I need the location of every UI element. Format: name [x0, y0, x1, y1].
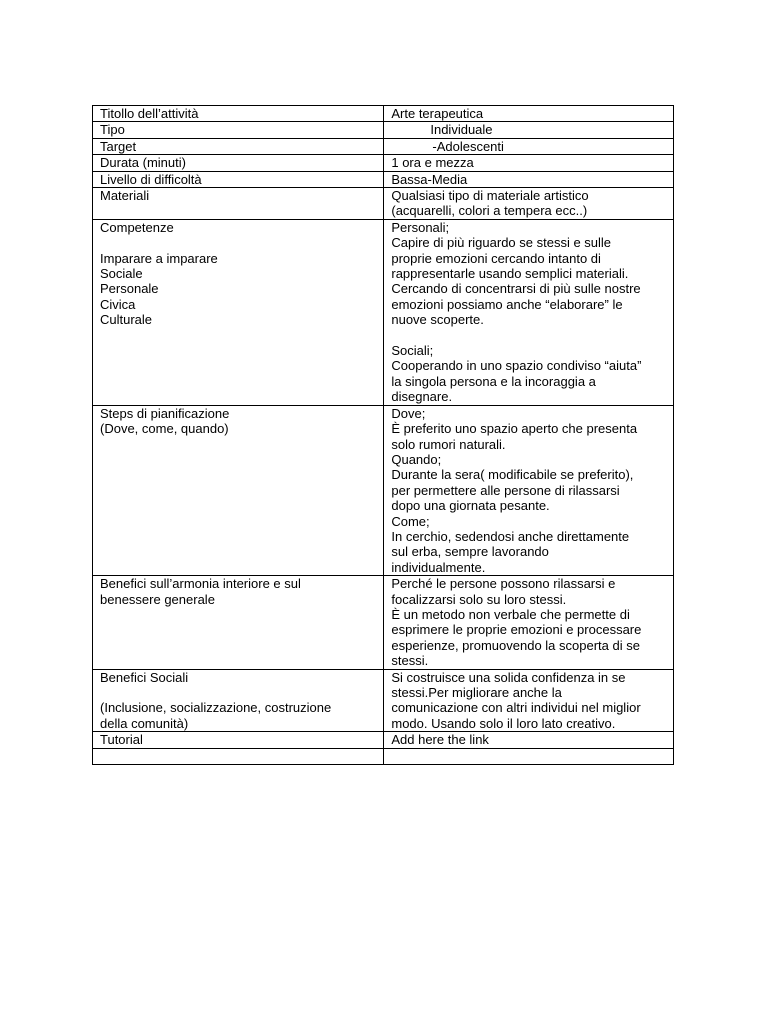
field-label-cell	[93, 576, 384, 669]
field-label: Competenze	[100, 219, 174, 235]
field-value: Quando;	[391, 451, 442, 467]
table-row	[93, 122, 674, 138]
field-value: È un metodo non verbale che permette di	[391, 606, 630, 622]
field-value: rappresentarle usando semplici materiali.	[391, 266, 629, 282]
field-label: Civica	[100, 296, 136, 312]
field-value: Qualsiasi tipo di materiale artistico	[391, 188, 589, 204]
field-value: individualmente.	[391, 559, 486, 575]
field-value-cell	[384, 122, 674, 138]
field-value: Perché le persone possono rilassarsi e	[391, 576, 616, 592]
field-value: Dove;	[391, 405, 426, 421]
field-value: In cerchio, sedendosi anche direttamente	[391, 528, 630, 544]
field-label: Durata (minuti)	[100, 155, 186, 171]
field-label: Titollo dell’attività	[100, 106, 199, 121]
field-label: Benefici Sociali	[100, 669, 189, 685]
table-row	[93, 405, 674, 575]
field-label: Materiali	[100, 188, 150, 204]
field-value-cell	[384, 576, 674, 669]
field-value	[391, 328, 669, 343]
table-row	[93, 171, 674, 187]
field-label-cell	[93, 188, 384, 220]
field-value: È preferito uno spazio aperto che presenta	[391, 421, 638, 437]
field-label	[100, 235, 379, 250]
field-value: esprimere le proprie emozioni e processare	[391, 622, 642, 638]
field-value: Sociali;	[391, 343, 434, 359]
field-value: 1 ora e mezza	[391, 155, 474, 171]
table-row	[93, 138, 674, 154]
field-value-cell	[384, 405, 674, 575]
empty-cell	[384, 748, 674, 764]
tutorial-link-placeholder: Add here the link	[391, 732, 489, 748]
empty-cell	[93, 748, 384, 764]
field-value: Individuale	[430, 122, 493, 138]
field-value: nuove scoperte.	[391, 312, 484, 328]
table-row	[93, 576, 674, 669]
field-label: Steps di pianificazione	[100, 405, 230, 421]
field-value: emozioni possiamo anche “elaborare” le	[391, 296, 623, 312]
field-value-cell	[384, 155, 674, 171]
field-label-cell	[93, 138, 384, 154]
field-label-cell	[93, 669, 384, 732]
field-label: benessere generale	[100, 591, 215, 607]
field-value: sul erba, sempre lavorando	[391, 544, 549, 560]
field-label-cell	[93, 122, 384, 138]
field-value: per permettere alle persone di rilassarsi	[391, 482, 620, 498]
empty-row	[93, 748, 674, 764]
field-value-cell	[384, 669, 674, 732]
field-value-cell	[384, 188, 674, 220]
field-value: esperienze, promuovendo la scoperta di se	[391, 637, 640, 653]
field-value: Cercando di concentrarsi di più sulle nostre	[391, 281, 641, 297]
field-value-cell	[384, 219, 674, 405]
field-label: Livello di difficoltà	[100, 171, 202, 187]
field-value-cell	[384, 138, 674, 154]
field-value: disegnare.	[391, 389, 453, 405]
field-value: Arte terapeutica	[391, 106, 484, 121]
field-value-cell	[384, 732, 674, 748]
field-value: comunicazione con altri individui nel miglior	[391, 700, 641, 716]
field-value: Personali;	[391, 219, 450, 235]
field-value: Capire di più riguardo se stessi e sulle	[391, 235, 612, 251]
field-label: Target	[100, 138, 137, 154]
field-label: Tutorial	[100, 732, 143, 748]
table-row	[93, 155, 674, 171]
field-label: (Inclusione, socializzazione, costruzione	[100, 700, 332, 716]
field-value: Bassa-Media	[391, 171, 468, 187]
table-row	[93, 732, 674, 748]
field-value: stessi.	[391, 653, 429, 669]
field-label: Benefici sull’armonia interiore e sul	[100, 576, 301, 592]
field-value: proprie emozioni cercando intanto di	[391, 250, 601, 266]
field-value: modo. Usando solo il loro lato creativo.	[391, 715, 616, 731]
field-label: Personale	[100, 281, 159, 297]
field-value: Come;	[391, 513, 430, 529]
field-label-cell	[93, 155, 384, 171]
field-value: Si costruisce una solida confidenza in se	[391, 669, 626, 685]
field-value: -Adolescenti	[432, 138, 504, 154]
field-label: della comunità)	[100, 715, 189, 731]
field-value: Durante la sera( modificabile se preferito),	[391, 467, 634, 483]
field-value: Cooperando in uno spazio condiviso “aiuta”	[391, 358, 642, 374]
field-value: dopo una giornata pesante.	[391, 498, 550, 514]
field-label-cell	[93, 219, 384, 405]
field-value: focalizzarsi solo su loro stessi.	[391, 591, 567, 607]
field-value: stessi.Per migliorare anche la	[391, 685, 562, 701]
field-value: solo rumori naturali.	[391, 436, 506, 452]
field-label: Culturale	[100, 312, 153, 328]
table-row	[93, 219, 674, 405]
field-label: Sociale	[100, 266, 143, 282]
field-label-cell	[93, 405, 384, 575]
field-label-cell	[93, 171, 384, 187]
field-label-cell	[93, 106, 384, 122]
field-value: (acquarelli, colori a tempera ecc..)	[391, 203, 588, 219]
table-row	[93, 188, 674, 220]
table-row	[93, 669, 674, 732]
field-label	[100, 685, 379, 700]
activity-table	[92, 105, 674, 765]
field-label-cell	[93, 732, 384, 748]
field-label: (Dove, come, quando)	[100, 421, 229, 437]
field-value-cell	[384, 106, 674, 122]
field-label: Tipo	[100, 122, 125, 138]
field-label: Imparare a imparare	[100, 250, 218, 266]
table-row	[93, 106, 674, 122]
field-value: la singola persona e la incoraggia a	[391, 373, 596, 389]
field-value-cell	[384, 171, 674, 187]
